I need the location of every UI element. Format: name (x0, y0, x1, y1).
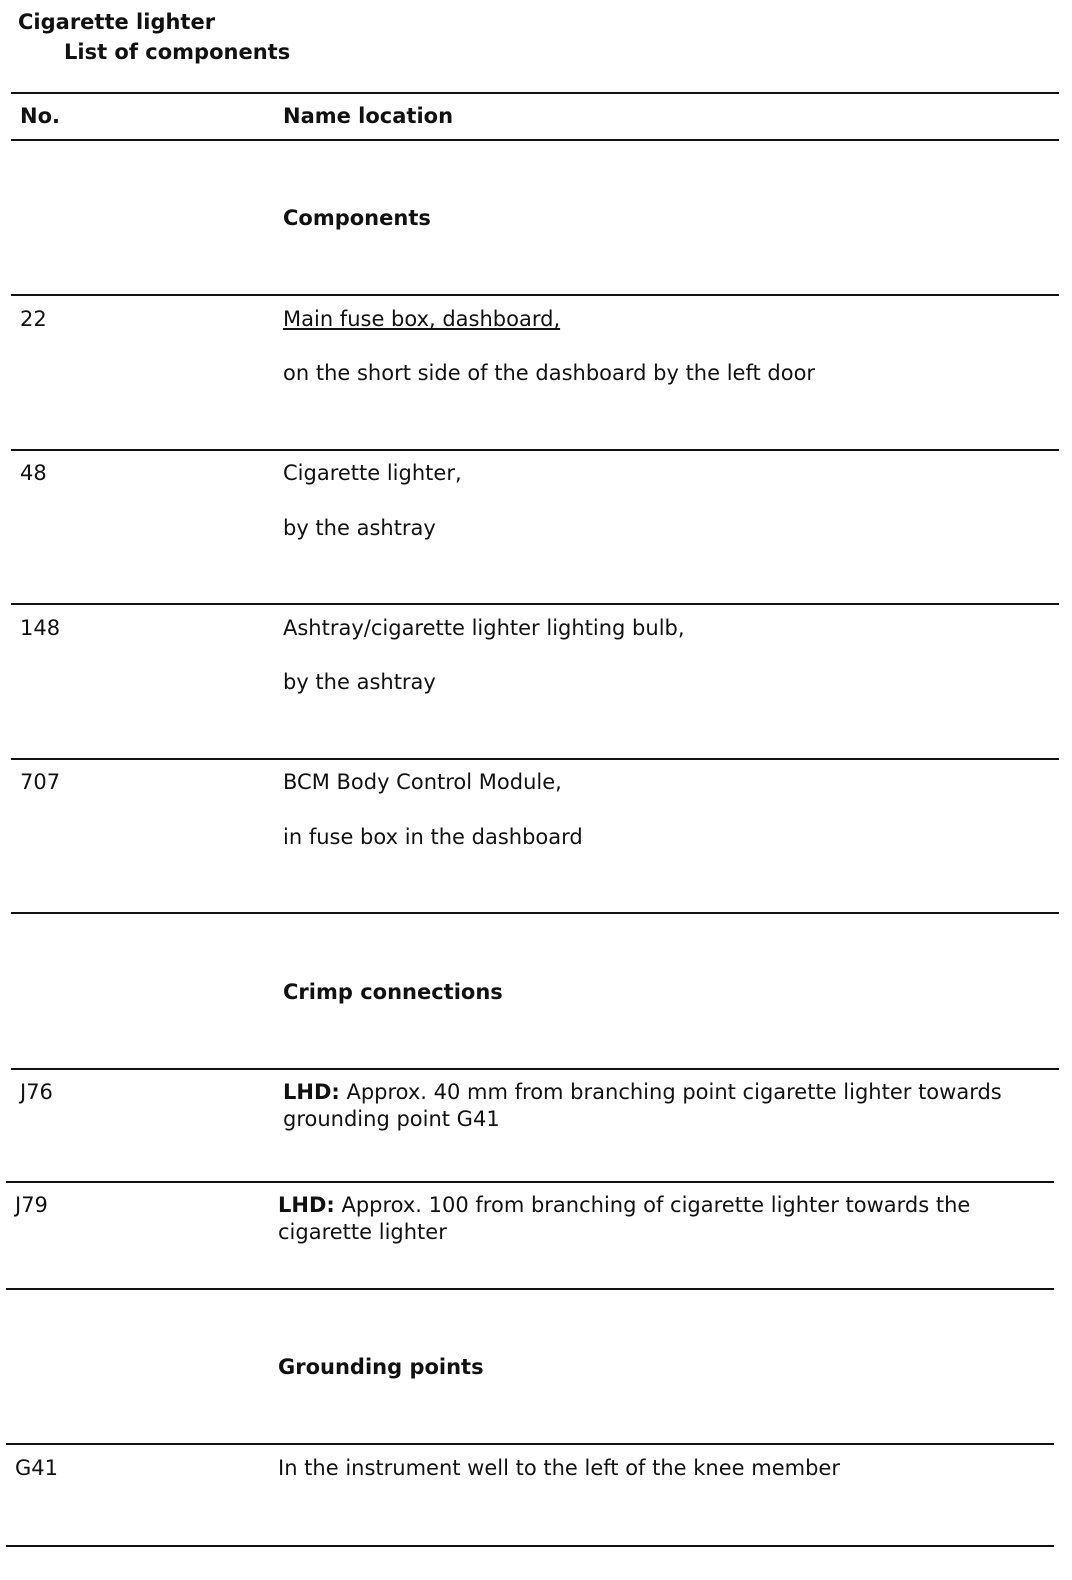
header-no: No. (20, 104, 60, 128)
row-no: G41 (15, 1456, 58, 1480)
row-no: 22 (20, 307, 47, 331)
row-no: 707 (20, 770, 61, 794)
header-bottom-rule (11, 139, 1059, 141)
document-subtitle: List of components (64, 40, 291, 64)
row-rule (11, 912, 1059, 914)
component-location: by the ashtray (283, 516, 436, 540)
component-name: Ashtray/cigarette lighter lighting bulb, (283, 616, 685, 640)
crimp-text: Approx. 100 from branching of cigarette lighter towards the cigarette lighter (278, 1193, 971, 1244)
row-rule (11, 603, 1059, 605)
crimp-description (283, 1079, 1058, 1133)
component-location: in fuse box in the dashboard (283, 825, 583, 849)
row-no: 48 (20, 461, 47, 485)
row-rule (6, 1288, 1054, 1290)
table-top-rule (11, 92, 1059, 94)
row-no: J76 (20, 1080, 53, 1104)
row-rule (11, 294, 1059, 296)
row-no: J79 (15, 1193, 48, 1217)
row-rule (11, 758, 1059, 760)
component-location: by the ashtray (283, 670, 436, 694)
row-rule (11, 449, 1059, 451)
row-rule (6, 1181, 1054, 1183)
crimp-description (278, 1192, 1053, 1246)
component-name: Cigarette lighter, (283, 461, 462, 485)
grounding-description: In the instrument well to the left of the knee member (278, 1456, 840, 1480)
section-grounding-points: Grounding points (278, 1355, 484, 1379)
section-crimp-connections: Crimp connections (283, 980, 503, 1004)
crimp-text: Approx. 40 mm from branching point cigarette lighter towards grounding point G41 (283, 1080, 1002, 1131)
row-no: 148 (20, 616, 61, 640)
lhd-prefix: LHD: (278, 1193, 335, 1217)
component-location: on the short side of the dashboard by the left door (283, 361, 816, 385)
document-title: Cigarette lighter (18, 10, 216, 34)
row-rule (11, 1068, 1059, 1070)
component-name: BCM Body Control Module, (283, 770, 562, 794)
component-name-link[interactable]: Main fuse box, dashboard, (283, 307, 561, 331)
section-components: Components (283, 206, 431, 230)
table-bottom-rule (6, 1545, 1054, 1547)
row-rule (6, 1443, 1054, 1445)
lhd-prefix: LHD: (283, 1080, 340, 1104)
header-name-location: Name location (283, 104, 454, 128)
